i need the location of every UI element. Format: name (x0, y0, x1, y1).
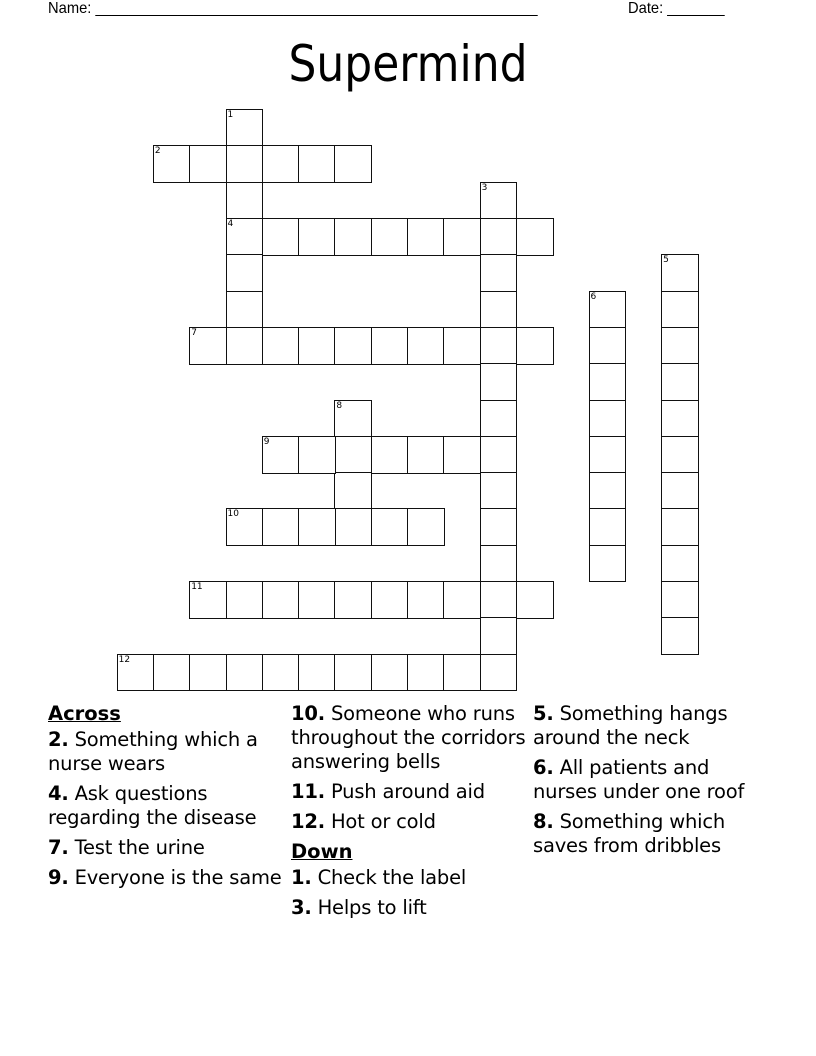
grid-cell[interactable] (334, 218, 372, 256)
grid-cell[interactable] (262, 218, 300, 256)
grid-cell[interactable] (226, 654, 264, 692)
clue-number: 12 (118, 654, 131, 665)
grid-cell[interactable] (407, 327, 445, 365)
clue-across-11: 11. Push around aid (291, 780, 485, 803)
grid-cell[interactable] (226, 109, 264, 147)
grid-cell[interactable] (226, 508, 264, 546)
grid-cell[interactable] (443, 581, 481, 619)
grid-cell[interactable] (661, 254, 699, 292)
grid-cell[interactable] (226, 327, 264, 365)
grid-cell[interactable] (480, 254, 518, 292)
grid-cell[interactable] (226, 145, 264, 183)
grid-cell[interactable] (153, 145, 191, 183)
grid-cell[interactable] (661, 400, 699, 438)
grid-cell[interactable] (516, 218, 554, 256)
clue-number: 7 (191, 327, 197, 338)
grid-cell[interactable] (153, 654, 191, 692)
clue-number: 8 (336, 400, 343, 411)
grid-cell[interactable] (661, 363, 699, 401)
grid-cell[interactable] (480, 472, 518, 510)
grid-cell[interactable] (371, 581, 409, 619)
grid-cell[interactable] (117, 654, 155, 692)
down-heading: Down (291, 840, 353, 863)
grid-cell[interactable] (262, 654, 300, 692)
grid-cell[interactable] (443, 654, 481, 692)
grid-cell[interactable] (661, 545, 699, 583)
clue-down-5: 5. Something hangs around the neck (533, 702, 728, 749)
grid-cell[interactable] (480, 363, 518, 401)
grid-cell[interactable] (371, 508, 409, 546)
grid-cell[interactable] (262, 145, 300, 183)
grid-cell[interactable] (298, 327, 336, 365)
grid-cell[interactable] (334, 327, 372, 365)
grid-cell[interactable] (661, 327, 699, 365)
clue-down-6: 6. All patients and nurses under one roof (533, 756, 745, 803)
grid-cell[interactable] (334, 654, 372, 692)
clue-down-1: 1. Check the label (291, 866, 467, 889)
clue-number: 4 (227, 219, 234, 229)
date-label: Date: (628, 0, 664, 17)
grid-cell[interactable] (661, 581, 699, 619)
grid-cell[interactable] (480, 617, 518, 655)
clue-number: 3 (481, 182, 488, 193)
clues-column-2 (291, 702, 526, 926)
grid-cell[interactable] (480, 654, 518, 692)
grid-cell[interactable] (480, 291, 518, 329)
grid-cell[interactable] (189, 581, 227, 619)
grid-cell[interactable] (371, 436, 409, 474)
grid-cell[interactable] (661, 436, 699, 474)
grid-cell[interactable] (298, 436, 336, 474)
grid-cell[interactable] (262, 327, 300, 365)
grid-cell[interactable] (334, 508, 372, 546)
grid-cell[interactable] (298, 581, 336, 619)
grid-cell[interactable] (480, 182, 518, 220)
clue-down-3: 3. Helps to lift (291, 896, 427, 919)
grid-cell[interactable] (226, 254, 264, 292)
clues-column-3 (533, 702, 768, 864)
name-label: Name: (48, 0, 92, 17)
clue-number: 11 (191, 582, 203, 592)
grid-cell[interactable] (661, 617, 699, 655)
grid-cell[interactable] (226, 581, 264, 619)
grid-cell[interactable] (480, 327, 518, 365)
grid-cell[interactable] (298, 654, 336, 692)
grid-cell[interactable] (661, 472, 699, 510)
name-blank: ______________________________________________________ (95, 0, 538, 17)
grid-cell[interactable] (298, 508, 336, 546)
grid-cell[interactable] (480, 218, 518, 256)
clue-number: 9 (263, 436, 270, 447)
grid-cell[interactable] (407, 436, 445, 474)
grid-cell[interactable] (480, 545, 518, 583)
clue-number: 6 (590, 291, 597, 302)
across-heading: Across (48, 702, 121, 725)
grid-cell[interactable] (443, 436, 481, 474)
grid-cell[interactable] (189, 145, 227, 183)
grid-cell[interactable] (407, 654, 445, 692)
grid-cell[interactable] (661, 291, 699, 329)
grid-cell[interactable] (334, 145, 372, 183)
grid-cell[interactable] (589, 472, 627, 510)
grid-cell[interactable] (589, 291, 627, 329)
clue-across-4: 4. Ask questions regarding the disease (48, 782, 257, 829)
date-blank: _______ (667, 0, 725, 17)
clue-across-7: 7. Test the urine (48, 836, 205, 859)
grid-cell[interactable] (407, 218, 445, 256)
grid-cell[interactable] (371, 654, 409, 692)
grid-cell[interactable] (371, 327, 409, 365)
grid-cell[interactable] (262, 436, 300, 474)
grid-cell[interactable] (480, 436, 518, 474)
grid-cell[interactable] (334, 436, 372, 474)
grid-cell[interactable] (589, 545, 627, 583)
grid-cell[interactable] (262, 508, 300, 546)
grid-cell[interactable] (480, 581, 518, 619)
clue-number: 10 (227, 509, 239, 520)
grid-cell[interactable] (262, 581, 300, 619)
puzzle-title: Supermind (288, 35, 528, 93)
clue-across-9: 9. Everyone is the same (48, 866, 282, 889)
grid-cell[interactable] (334, 400, 372, 438)
clue-across-10: 10. Someone who runs throughout the corridors answering bells (291, 702, 526, 773)
grid-cell[interactable] (226, 218, 264, 256)
grid-cell[interactable] (189, 654, 227, 692)
grid-cell[interactable] (589, 508, 627, 546)
grid-cell[interactable] (589, 400, 627, 438)
grid-cell[interactable] (661, 508, 699, 546)
clue-down-8: 8. Something which saves from dribbles (533, 810, 726, 857)
grid-cell[interactable] (226, 182, 264, 220)
grid-cell[interactable] (516, 581, 554, 619)
grid-cell[interactable] (189, 327, 227, 365)
grid-cell[interactable] (298, 218, 336, 256)
grid-cell[interactable] (298, 145, 336, 183)
grid-cell[interactable] (334, 581, 372, 619)
grid-cell[interactable] (589, 327, 627, 365)
clues-column-1 (48, 702, 283, 896)
grid-cell[interactable] (334, 472, 372, 510)
grid-cell[interactable] (589, 436, 627, 474)
grid-cell[interactable] (407, 581, 445, 619)
grid-cell[interactable] (443, 218, 481, 256)
grid-cell[interactable] (480, 508, 518, 546)
grid-cell[interactable] (589, 363, 627, 401)
clue-number: 2 (154, 146, 161, 157)
grid-cell[interactable] (516, 327, 554, 365)
clue-across-2: 2. Something which a nurse wears (48, 728, 258, 775)
grid-cell[interactable] (226, 291, 264, 329)
grid-cell[interactable] (371, 218, 409, 256)
clue-number: 1 (227, 110, 234, 121)
clue-across-12: 12. Hot or cold (291, 810, 436, 833)
clue-number: 5 (663, 255, 669, 266)
grid-cell[interactable] (443, 327, 481, 365)
grid-cell[interactable] (407, 508, 445, 546)
grid-cell[interactable] (480, 400, 518, 438)
